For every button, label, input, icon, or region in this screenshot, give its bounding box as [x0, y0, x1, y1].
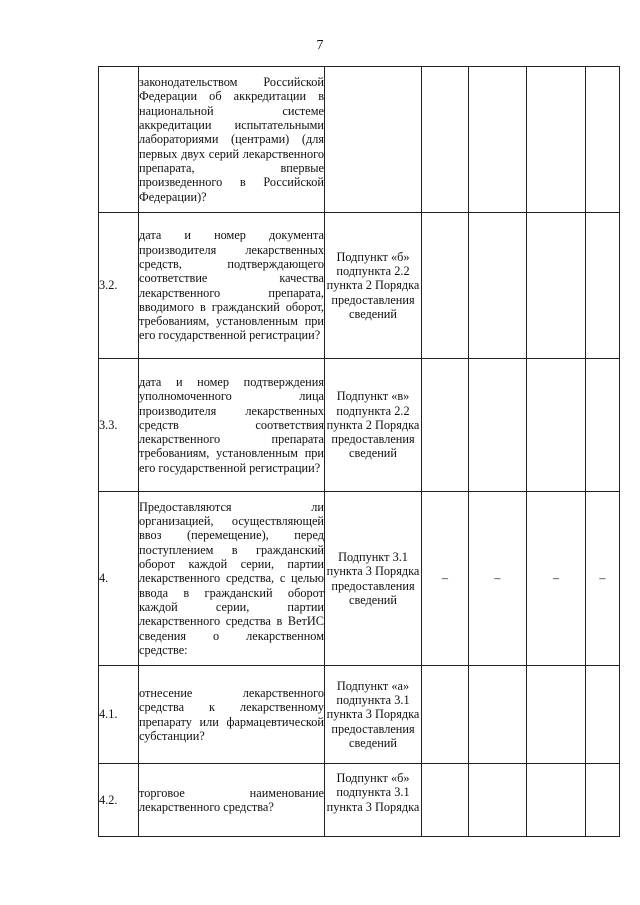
note-cell	[586, 666, 620, 764]
answer-yes-cell	[422, 213, 469, 359]
note-cell	[586, 213, 620, 359]
row-number: 4.	[99, 492, 139, 666]
answer-na-cell	[527, 213, 586, 359]
legal-reference: Подпункт «в» подпункта 2.2 пункта 2 Порядка предоставления сведений	[325, 359, 422, 492]
legal-reference: Подпункт 3.1 пункта 3 Порядка предоставления сведений	[325, 492, 422, 666]
legal-reference: Подпункт «б» подпункта 2.2 пункта 2 Порядка предоставления сведений	[325, 213, 422, 359]
table-row	[99, 666, 620, 764]
note-cell	[586, 359, 620, 492]
table-row	[99, 492, 620, 666]
answer-na-cell	[527, 666, 586, 764]
row-number: 4.1.	[99, 666, 139, 764]
page-number: 7	[316, 38, 324, 53]
answer-no-cell	[469, 213, 527, 359]
row-number: 3.3.	[99, 359, 139, 492]
table-row	[99, 764, 620, 837]
answer-no-cell	[469, 67, 527, 213]
question-text: отнесение лекарственного средства к лекарственному препарату или фармацевтической субстанции?	[139, 666, 325, 764]
checklist-table	[98, 66, 620, 837]
answer-no-cell	[469, 359, 527, 492]
legal-reference	[325, 67, 422, 213]
table-row	[99, 359, 620, 492]
answer-yes-cell: –	[422, 492, 469, 666]
answer-no-cell	[469, 764, 527, 837]
legal-reference: Подпункт «а» подпункта 3.1 пункта 3 Порядка предоставления сведений	[325, 666, 422, 764]
legal-reference: Подпункт «б» подпункта 3.1 пункта 3 Порядка	[325, 764, 422, 837]
row-number: 3.2.	[99, 213, 139, 359]
answer-yes-cell	[422, 764, 469, 837]
note-cell	[586, 764, 620, 837]
question-text: торговое наименование лекарственного средства?	[139, 764, 325, 837]
note-cell: –	[586, 492, 620, 666]
question-text: законодательством Российской Федерации об аккредитации в национальной системе аккредитации испытательными лабораториями (центрами) (для первых двух серий лекарственного препарата, впервые произведенного в Российской Федерации)?	[139, 67, 325, 213]
answer-na-cell: –	[527, 492, 586, 666]
row-number	[99, 67, 139, 213]
answer-no-cell: –	[469, 492, 527, 666]
answer-na-cell	[527, 359, 586, 492]
answer-na-cell	[527, 67, 586, 213]
row-number: 4.2.	[99, 764, 139, 837]
question-text: дата и номер подтверждения уполномоченного лица производителя лекарственных средств соответствия лекарственного препарата требованиям, установленным при его государственной регистрации?	[139, 359, 325, 492]
table-row	[99, 67, 620, 213]
answer-na-cell	[527, 764, 586, 837]
table-row	[99, 213, 620, 359]
question-text: Предоставляются ли организацией, осуществляющей ввоз (перемещение), перед поступлением в гражданский оборот каждой серии, партии лекарственного средства, с целью ввода в гражданский оборот каждой серии, партии лекарственного средства в ВетИС сведения о лекарственном средстве:	[139, 492, 325, 666]
note-cell	[586, 67, 620, 213]
answer-yes-cell	[422, 666, 469, 764]
answer-no-cell	[469, 666, 527, 764]
answer-yes-cell	[422, 67, 469, 213]
question-text: дата и номер документа производителя лекарственных средств, подтверждающего соответствие качества лекарственного препарата, вводимого в гражданский оборот, требованиям, установленным при его государственной регистрации?	[139, 213, 325, 359]
answer-yes-cell	[422, 359, 469, 492]
